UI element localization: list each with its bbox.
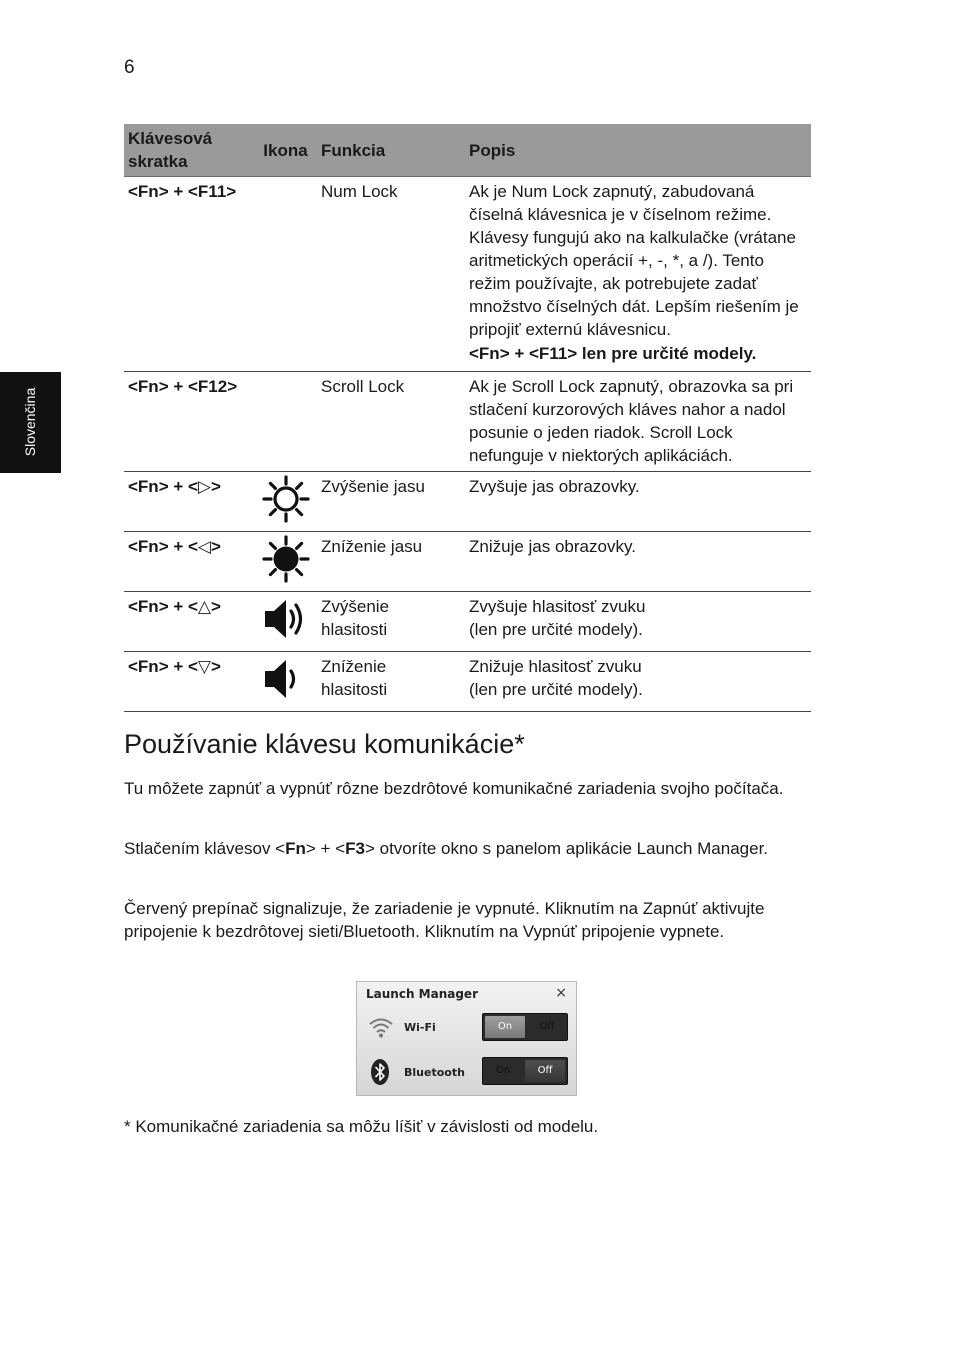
row-description-line2: (len pre určité modely). (469, 620, 643, 639)
table-row (124, 177, 811, 372)
row-description: Ak je Scroll Lock zapnutý, obrazovka sa pri stlačení kurzorových kláves nahor a nadol posunie o jeden riadok. Scroll Lock nefunguje v niektorých aplikáciách. (465, 372, 811, 472)
row-function (317, 652, 465, 712)
language-side-tab-label: Slovenčina (22, 387, 38, 457)
row-icon-empty (254, 177, 317, 372)
row-description (465, 652, 811, 712)
paragraph-toggle-info: Červený prepínač signalizuje, že zariadenie je vypnuté. Kliknutím na Zapnúť aktivujte pripojenie k bezdrôtovej sieti/Bluetooth. Kliknutím na Vypnúť pripojenie vypnete. (124, 899, 765, 941)
header-description: Popis (465, 124, 811, 177)
row-key: <Fn> + <◁> (124, 532, 254, 592)
section-title: Používanie klávesu komunikácie* (124, 729, 525, 759)
row-description (465, 592, 811, 652)
row-key: <Fn> + <△> (124, 592, 254, 652)
table-header-row (124, 124, 811, 177)
row-description (465, 177, 811, 372)
row-key: <Fn> + <F12> (124, 372, 254, 472)
row-description-text: Ak je Num Lock zapnutý, zabudovaná číselná klávesnica je v číselnom režime. Klávesy fungujú ako na kalkulačke (vrátane aritmetických operácií +, -, *, a /). Tento režim používajte, ak potrebujete zadať množstvo číselných dát. Lepším riešením je pripojiť externú klávesnicu. (469, 182, 799, 339)
table-row (124, 592, 811, 652)
launch-manager-title: Launch Manager (366, 987, 478, 1001)
table-row (124, 532, 811, 592)
launch-manager-window (356, 981, 577, 1096)
brightness-down-icon (254, 532, 317, 592)
volume-down-icon (254, 652, 317, 712)
row-function (317, 592, 465, 652)
bluetooth-off-button[interactable]: Off (525, 1060, 565, 1082)
paragraph-shortcut-text: Stlačením klávesov < (124, 839, 286, 858)
header-icon: Ikona (254, 124, 317, 177)
row-description: Znižuje jas obrazovky. (465, 532, 811, 592)
bluetooth-label: Bluetooth (404, 1066, 465, 1079)
bluetooth-icon (368, 1058, 392, 1090)
table-row (124, 372, 811, 472)
row-function-line2: hlasitosti (321, 680, 388, 699)
fn-key-label: Fn (285, 839, 306, 858)
row-key: <Fn> + <▽> (124, 652, 254, 712)
row-function: Scroll Lock (317, 372, 465, 472)
row-function-line2: hlasitosti (321, 620, 388, 639)
wifi-on-button[interactable]: On (485, 1016, 525, 1038)
wifi-label: Wi-Fi (404, 1021, 436, 1034)
paragraph-shortcut (124, 837, 794, 860)
close-icon[interactable]: × (555, 985, 567, 1001)
row-key: <Fn> + <▷> (124, 472, 254, 532)
hotkey-table (124, 124, 811, 712)
row-function: Zníženie jasu (317, 532, 465, 592)
bluetooth-toggle[interactable] (482, 1057, 568, 1085)
f3-key-label: F3 (345, 839, 365, 858)
row-key: <Fn> + <F11> (124, 177, 254, 372)
row-function-line1: Zníženie (321, 657, 387, 676)
paragraph-shortcut-text: > + < (305, 839, 346, 858)
row-function: Num Lock (317, 177, 465, 372)
bluetooth-on-button[interactable]: On (495, 1065, 511, 1076)
wifi-toggle[interactable] (482, 1013, 568, 1041)
row-description-line2: (len pre určité modely). (469, 680, 643, 699)
wifi-icon (368, 1016, 394, 1044)
row-description: Zvyšuje jas obrazovky. (465, 472, 811, 532)
volume-up-icon (254, 592, 317, 652)
language-side-tab (0, 372, 61, 473)
page-number: 6 (124, 57, 135, 78)
header-shortcut: Klávesová skratka (124, 124, 254, 177)
brightness-up-icon (254, 472, 317, 532)
row-description-line1: Zvyšuje hlasitosť zvuku (469, 597, 646, 616)
row-description-line1: Znižuje hlasitosť zvuku (469, 657, 642, 676)
row-note: <Fn> + <F11> len pre určité modely. (469, 344, 757, 363)
paragraph-intro: Tu môžete zapnúť a vypnúť rôzne bezdrôtové komunikačné zariadenia svojho počítača. (124, 779, 784, 798)
table-row (124, 652, 811, 712)
footnote: * Komunikačné zariadenia sa môžu líšiť v závislosti od modelu. (124, 1117, 599, 1136)
wifi-off-button[interactable]: Off (539, 1021, 555, 1032)
table-row (124, 472, 811, 532)
header-function: Funkcia (317, 124, 465, 177)
row-function-line1: Zvýšenie (321, 597, 390, 616)
row-icon-empty (254, 372, 317, 472)
paragraph-shortcut-text: > otvoríte okno s panelom aplikácie Launch Manager. (364, 839, 769, 858)
row-function: Zvýšenie jasu (317, 472, 465, 532)
